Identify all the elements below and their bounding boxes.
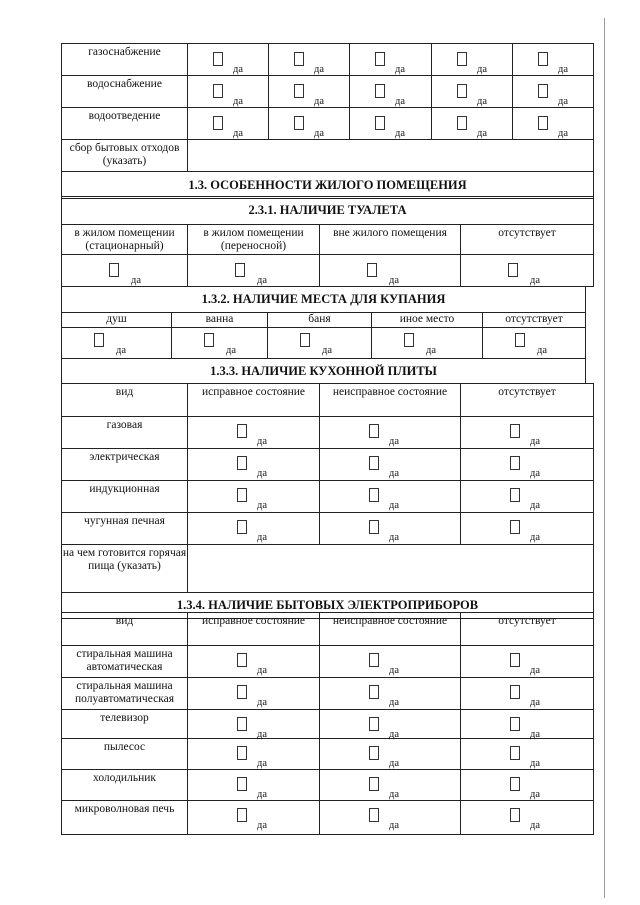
checkbox[interactable] xyxy=(538,116,548,130)
checkbox-cell xyxy=(188,108,269,140)
checkbox[interactable] xyxy=(375,52,385,66)
checkbox-label: да xyxy=(389,729,400,740)
checkbox-cell xyxy=(461,255,594,287)
checkbox[interactable] xyxy=(94,333,104,347)
checkbox-label: да xyxy=(257,275,268,286)
checkbox-cell xyxy=(461,481,594,513)
checkbox-label: да xyxy=(530,665,541,676)
checkbox-cell xyxy=(513,76,594,108)
toilet-title-row xyxy=(62,197,594,225)
checkbox-label: да xyxy=(116,345,127,356)
checkbox-cell xyxy=(320,801,461,835)
checkbox-label: да xyxy=(389,275,400,286)
checkbox[interactable] xyxy=(300,333,310,347)
checkbox-label: да xyxy=(477,96,488,107)
checkbox-cell xyxy=(320,678,461,710)
checkbox-label: да xyxy=(257,468,268,479)
checkbox[interactable] xyxy=(515,333,525,347)
checkbox-cell xyxy=(483,328,586,359)
stove-row-cast-iron xyxy=(62,513,594,545)
checkbox[interactable] xyxy=(367,263,377,277)
checkbox-cell xyxy=(320,481,461,513)
checkbox-cell xyxy=(320,449,461,481)
section-1-3-heading: 1.3. ОСОБЕННОСТИ ЖИЛОГО ПОМЕЩЕНИЯ xyxy=(62,172,594,199)
stove-table xyxy=(61,383,594,619)
checkbox-label: да xyxy=(558,64,569,75)
checkbox[interactable] xyxy=(237,746,247,760)
col-header: ванна xyxy=(172,313,268,328)
appliance-row-fridge xyxy=(62,770,594,801)
checkbox-label: да xyxy=(314,64,325,75)
checkbox[interactable] xyxy=(237,653,247,667)
checkbox-cell xyxy=(188,417,320,449)
row-label: стиральная машина автоматическая xyxy=(62,646,188,678)
checkbox[interactable] xyxy=(510,653,520,667)
appliances-header-row xyxy=(62,613,594,646)
checkbox-label: да xyxy=(530,468,541,479)
waste-label: сбор бытовых отходов (указать) xyxy=(62,140,188,172)
utility-row-gas xyxy=(62,44,594,76)
checkbox-label: да xyxy=(389,468,400,479)
checkbox[interactable] xyxy=(204,333,214,347)
checkbox-cell xyxy=(269,76,350,108)
checkbox-cell xyxy=(62,328,172,359)
appliance-row-tv xyxy=(62,710,594,739)
row-label: электрическая xyxy=(62,449,188,481)
checkbox[interactable] xyxy=(237,456,247,470)
checkbox[interactable] xyxy=(369,520,379,534)
checkbox-cell xyxy=(461,678,594,710)
checkbox-cell xyxy=(320,739,461,770)
checkbox[interactable] xyxy=(213,84,223,98)
checkbox[interactable] xyxy=(457,52,467,66)
stove-header-row xyxy=(62,384,594,417)
checkbox-label: да xyxy=(530,275,541,286)
checkbox-label: да xyxy=(257,729,268,740)
col-header: вид xyxy=(62,384,188,417)
checkbox-label: да xyxy=(426,345,437,356)
checkbox-cell xyxy=(188,76,269,108)
row-label: микроволновая печь xyxy=(62,801,188,835)
checkbox-cell xyxy=(188,481,320,513)
checkbox[interactable] xyxy=(237,717,247,731)
col-header: отсутствует xyxy=(461,384,594,417)
checkbox-label: да xyxy=(322,345,333,356)
checkbox-label: да xyxy=(257,697,268,708)
checkbox[interactable] xyxy=(235,263,245,277)
toilet-table xyxy=(61,196,594,287)
checkbox-label: да xyxy=(389,820,400,831)
checkbox-label: да xyxy=(558,128,569,139)
checkbox[interactable] xyxy=(457,116,467,130)
checkbox-label: да xyxy=(233,128,244,139)
col-header: вид xyxy=(62,613,188,646)
col-header: отсутствует xyxy=(461,613,594,646)
checkbox-cell xyxy=(188,44,269,76)
checkbox-cell xyxy=(320,710,461,739)
checkbox[interactable] xyxy=(109,263,119,277)
checkbox-label: да xyxy=(257,665,268,676)
checkbox-cell xyxy=(372,328,483,359)
checkbox-label: да xyxy=(314,128,325,139)
checkbox-label: да xyxy=(530,820,541,831)
checkbox-label: да xyxy=(477,128,488,139)
checkbox[interactable] xyxy=(237,777,247,791)
checkbox-cell xyxy=(461,646,594,678)
checkbox-label: да xyxy=(257,532,268,543)
checkbox[interactable] xyxy=(538,84,548,98)
checkbox[interactable] xyxy=(369,685,379,699)
checkbox[interactable] xyxy=(213,52,223,66)
toilet-checkbox-row xyxy=(62,255,594,287)
checkbox-label: да xyxy=(530,697,541,708)
checkbox-label: да xyxy=(530,758,541,769)
checkbox-label: да xyxy=(257,436,268,447)
checkbox-cell xyxy=(350,108,432,140)
col-header: неисправное состояние xyxy=(320,613,461,646)
col-header: иное место xyxy=(372,313,483,328)
utility-row-sewage xyxy=(62,108,594,140)
checkbox[interactable] xyxy=(510,456,520,470)
checkbox-cell xyxy=(62,255,188,287)
hot-food-row xyxy=(62,545,594,593)
checkbox[interactable] xyxy=(369,653,379,667)
checkbox-label: да xyxy=(233,64,244,75)
checkbox-cell xyxy=(320,417,461,449)
checkbox[interactable] xyxy=(294,84,304,98)
checkbox-cell xyxy=(461,801,594,835)
checkbox-cell xyxy=(320,770,461,801)
checkbox-cell xyxy=(513,44,594,76)
checkbox-cell xyxy=(350,76,432,108)
checkbox-cell xyxy=(461,449,594,481)
col-header: исправное состояние xyxy=(188,613,320,646)
checkbox-label: да xyxy=(257,758,268,769)
appliance-row-washer-auto xyxy=(62,646,594,678)
stove-row-gas xyxy=(62,417,594,449)
col-header: душ xyxy=(62,313,172,328)
checkbox[interactable] xyxy=(510,685,520,699)
checkbox-label: да xyxy=(395,96,406,107)
toilet-header-row xyxy=(62,225,594,255)
checkbox-label: да xyxy=(389,789,400,800)
checkbox-label: да xyxy=(530,532,541,543)
checkbox-label: да xyxy=(389,665,400,676)
checkbox[interactable] xyxy=(369,746,379,760)
checkbox[interactable] xyxy=(294,116,304,130)
checkbox-label: да xyxy=(131,275,142,286)
row-label: газоснабжение xyxy=(62,44,188,76)
checkbox[interactable] xyxy=(375,116,385,130)
checkbox-label: да xyxy=(395,128,406,139)
checkbox[interactable] xyxy=(510,777,520,791)
checkbox-cell xyxy=(188,678,320,710)
checkbox-label: да xyxy=(530,729,541,740)
checkbox[interactable] xyxy=(457,84,467,98)
checkbox-cell xyxy=(269,44,350,76)
checkbox-cell xyxy=(188,710,320,739)
checkbox-cell xyxy=(461,710,594,739)
checkbox-cell xyxy=(432,76,513,108)
checkbox-label: да xyxy=(389,436,400,447)
checkbox[interactable] xyxy=(510,717,520,731)
checkbox-label: да xyxy=(389,500,400,511)
checkbox-label: да xyxy=(530,436,541,447)
col-header: в жилом помещении (стационарный) xyxy=(62,225,188,255)
stove-row-induction xyxy=(62,481,594,513)
utility-row-water xyxy=(62,76,594,108)
checkbox-cell xyxy=(188,770,320,801)
checkbox-label: да xyxy=(257,500,268,511)
row-label: водоотведение xyxy=(62,108,188,140)
checkbox-cell xyxy=(461,513,594,545)
waste-row xyxy=(62,140,594,172)
col-header: в жилом помещении (переносной) xyxy=(188,225,320,255)
checkbox-label: да xyxy=(395,64,406,75)
appliance-row-washer-semi xyxy=(62,678,594,710)
row-label: пылесос xyxy=(62,739,188,770)
checkbox-cell xyxy=(188,801,320,835)
checkbox[interactable] xyxy=(237,808,247,822)
checkbox-label: да xyxy=(477,64,488,75)
checkbox[interactable] xyxy=(538,52,548,66)
checkbox-cell xyxy=(320,646,461,678)
checkbox-label: да xyxy=(257,820,268,831)
appliances-table xyxy=(61,612,594,835)
appliance-row-microwave xyxy=(62,801,594,835)
checkbox-cell xyxy=(320,513,461,545)
checkbox-cell xyxy=(320,255,461,287)
checkbox[interactable] xyxy=(237,488,247,502)
checkbox[interactable] xyxy=(510,488,520,502)
row-label: водоснабжение xyxy=(62,76,188,108)
page-edge xyxy=(604,18,605,898)
waste-input[interactable] xyxy=(188,140,594,172)
row-label: газовая xyxy=(62,417,188,449)
checkbox-cell xyxy=(461,770,594,801)
checkbox-label: да xyxy=(257,789,268,800)
checkbox[interactable] xyxy=(404,333,414,347)
row-label: холодильник xyxy=(62,770,188,801)
stove-heading: 1.3.3. НАЛИЧИЕ КУХОННОЙ ПЛИТЫ xyxy=(62,359,586,384)
checkbox-cell xyxy=(461,739,594,770)
checkbox[interactable] xyxy=(369,808,379,822)
col-header: исправное состояние xyxy=(188,384,320,417)
checkbox-label: да xyxy=(558,96,569,107)
checkbox-label: да xyxy=(226,345,237,356)
hot-food-label: на чем готовится горячая пища (указать) xyxy=(62,545,188,593)
checkbox[interactable] xyxy=(510,808,520,822)
col-header: отсутствует xyxy=(483,313,586,328)
checkbox[interactable] xyxy=(369,488,379,502)
checkbox[interactable] xyxy=(294,52,304,66)
row-label: индукционная xyxy=(62,481,188,513)
row-label: телевизор xyxy=(62,710,188,739)
checkbox-label: да xyxy=(530,789,541,800)
checkbox-cell xyxy=(350,44,432,76)
checkbox-cell xyxy=(268,328,372,359)
checkbox-cell xyxy=(513,108,594,140)
checkbox-label: да xyxy=(389,697,400,708)
checkbox[interactable] xyxy=(213,116,223,130)
checkbox[interactable] xyxy=(237,424,247,438)
bathing-heading: 1.3.2. НАЛИЧИЕ МЕСТА ДЛЯ КУПАНИЯ xyxy=(62,287,586,313)
section-header-row xyxy=(62,172,594,199)
hot-food-input[interactable] xyxy=(188,545,594,593)
checkbox[interactable] xyxy=(369,717,379,731)
checkbox-cell xyxy=(432,44,513,76)
checkbox[interactable] xyxy=(375,84,385,98)
col-header: неисправное состояние xyxy=(320,384,461,417)
checkbox[interactable] xyxy=(237,520,247,534)
row-label: стиральная машина полуавтоматическая xyxy=(62,678,188,710)
col-header: баня xyxy=(268,313,372,328)
checkbox-cell xyxy=(461,417,594,449)
checkbox-cell xyxy=(188,449,320,481)
checkbox-label: да xyxy=(530,500,541,511)
checkbox[interactable] xyxy=(510,520,520,534)
checkbox-cell xyxy=(269,108,350,140)
utilities-table xyxy=(61,43,594,199)
toilet-heading: 2.3.1. НАЛИЧИЕ ТУАЛЕТА xyxy=(62,197,594,225)
bathing-table xyxy=(61,286,586,384)
checkbox[interactable] xyxy=(369,456,379,470)
checkbox[interactable] xyxy=(369,777,379,791)
checkbox[interactable] xyxy=(369,424,379,438)
row-label: чугунная печная xyxy=(62,513,188,545)
appliance-row-vacuum xyxy=(62,739,594,770)
checkbox-label: да xyxy=(537,345,548,356)
checkbox-cell xyxy=(188,646,320,678)
bathing-checkbox-row xyxy=(62,328,586,359)
col-header: отсутствует xyxy=(461,225,594,255)
checkbox-cell xyxy=(188,739,320,770)
checkbox[interactable] xyxy=(510,424,520,438)
checkbox[interactable] xyxy=(237,685,247,699)
checkbox[interactable] xyxy=(510,746,520,760)
stove-row-electric xyxy=(62,449,594,481)
checkbox-cell xyxy=(188,255,320,287)
checkbox-label: да xyxy=(314,96,325,107)
checkbox-cell xyxy=(188,513,320,545)
appliances-heading: 1.3.4. НАЛИЧИЕ БЫТОВЫХ ЭЛЕКТРОПРИБОРОВ xyxy=(62,593,594,619)
stove-title-row xyxy=(62,359,586,384)
checkbox[interactable] xyxy=(508,263,518,277)
col-header: вне жилого помещения xyxy=(320,225,461,255)
bathing-title-row xyxy=(62,287,586,313)
checkbox-cell xyxy=(172,328,268,359)
checkbox-label: да xyxy=(389,532,400,543)
bathing-header-row xyxy=(62,313,586,328)
checkbox-label: да xyxy=(389,758,400,769)
checkbox-label: да xyxy=(233,96,244,107)
checkbox-cell xyxy=(432,108,513,140)
